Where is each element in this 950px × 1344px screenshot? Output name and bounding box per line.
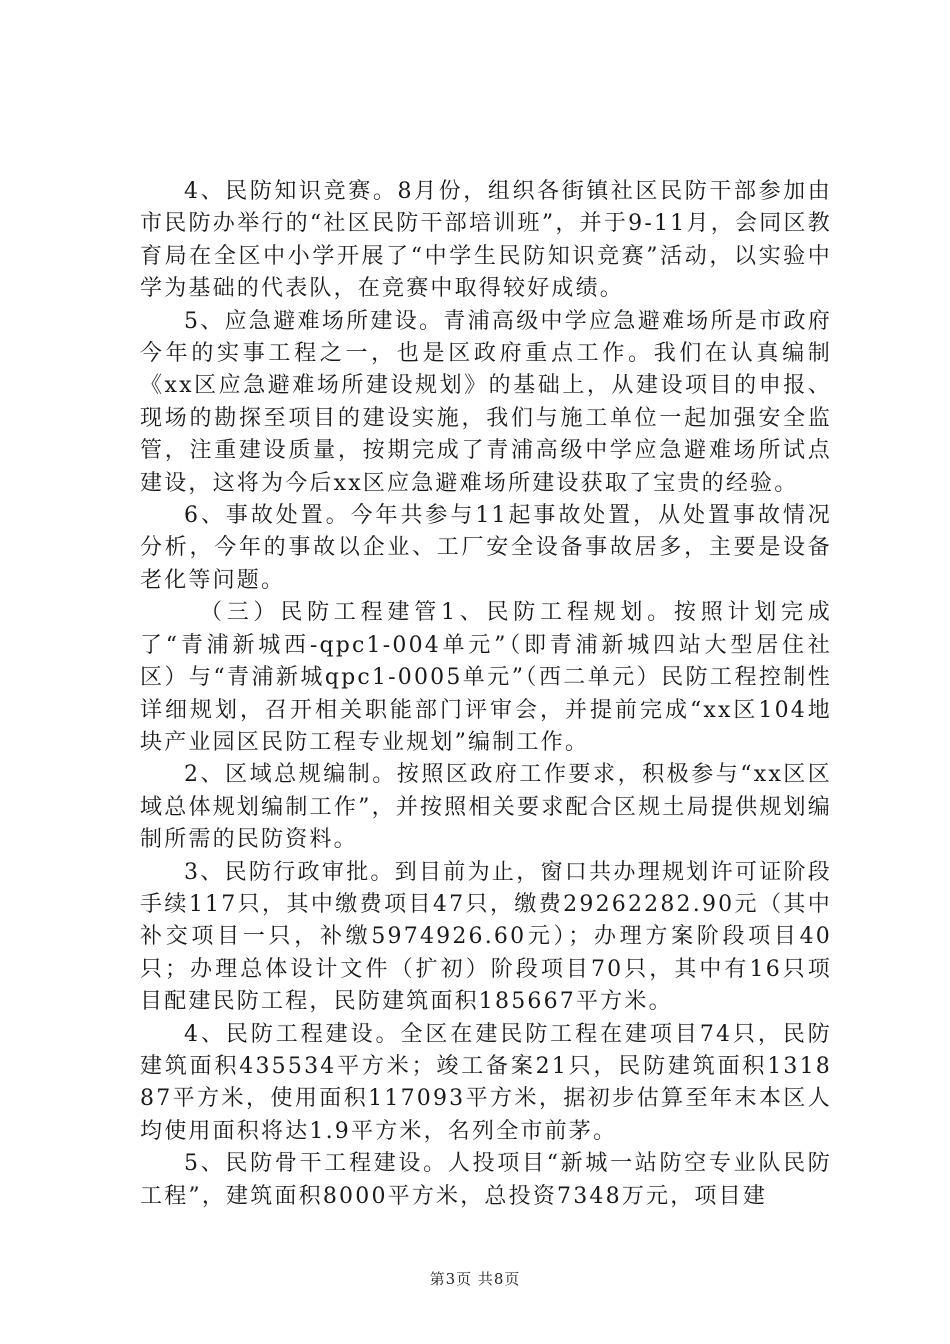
document-body bbox=[140, 176, 832, 1213]
paragraph-administrative-approval: 3、民防行政审批。到目前为止，窗口共办理规划许可证阶段手续117只，其中缴费项目47只，缴费29262282.90元（其中补交项目一只，补缴5974926.60元）；办理方案阶段项目40只；办理总体设计文件（扩初）阶段项目70只，其中有16只项目配建民防工程，民防建筑面积185667平方米。 bbox=[140, 859, 832, 1015]
page-number-footer: 第3页 共8页 bbox=[429, 1270, 521, 1288]
paragraph-regional-planning: 2、区域总规编制。按照区政府工作要求，积极参与“xx区区域总体规划编制工作”，并按照相关要求配合区规土局提供规划编制所需的民防资料。 bbox=[140, 762, 832, 853]
paragraph-engineering-planning: （三）民防工程建管1、民防工程规划。按照计划完成了“青浦新城西-qpc1-004单元”（即青浦新城四站大型居住社区）与“青浦新城qpc1-0005单元”（西二单元）民防工程控制性详细规划，召开相关职能部门评审会，并提前完成“xx区104地块产业园区民防工程专业规划”编制工作。 bbox=[140, 600, 832, 755]
paragraph-civil-defense-quiz: 4、民防知识竞赛。8月份，组织各街镇社区民防干部参加由市民防办举行的“社区民防干部培训班”，并于9-11月，会同区教育局在全区中小学开展了“中学生民防知识竞赛”活动，以实验中学为基础的代表队，在竞赛中取得较好成绩。 bbox=[140, 179, 832, 302]
paragraph-emergency-shelter: 5、应急避难场所建设。青浦高级中学应急避难场所是市政府今年的实事工程之一，也是区政府重点工作。我们在认真编制《xx区应急避难场所建设规划》的基础上，从建设项目的申报、现场的勘探至项目的建设实施，我们与施工单位一起加强安全监管，注重建设质量，按期完成了青浦高级中学应急避难场所试点建设，这将为今后xx区应急避难场所建设获取了宝贵的经验。 bbox=[140, 308, 832, 496]
paragraph-engineering-construction: 4、民防工程建设。全区在建民防工程在建项目74只，民防建筑面积435534平方米；竣工备案21只，民防建筑面积131887平方米，使用面积117093平方米，据初步估算至年末本区人均使用面积将达1.9平方米，名列全市前茅。 bbox=[140, 1021, 832, 1144]
paragraph-accident-handling: 6、事故处置。今年共参与11起事故处置，从处置事故情况分析，今年的事故以企业、工厂安全设备事故居多，主要是设备老化等问题。 bbox=[140, 503, 832, 593]
paragraph-key-projects: 5、民防骨干工程建设。人投项目“新城一站防空专业队民防工程”，建筑面积8000平方米，总投资7348万元，项目建 bbox=[140, 1151, 832, 1209]
